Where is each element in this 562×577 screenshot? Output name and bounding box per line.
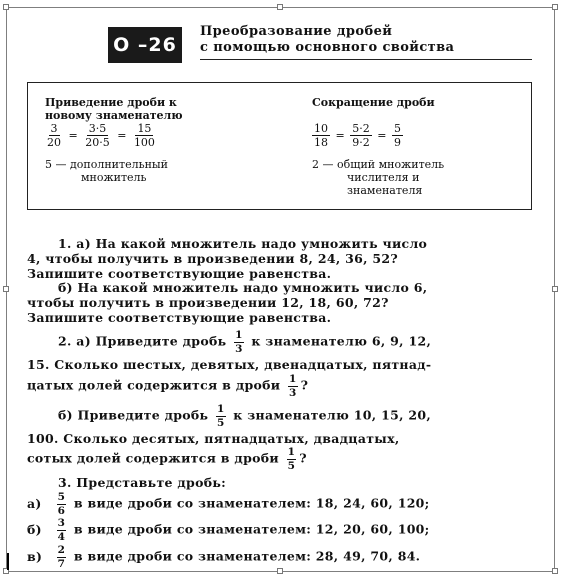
equals-sign: = <box>377 129 387 142</box>
fraction: $\frac{2}{7}$ <box>57 544 66 570</box>
fraction: $\frac{1}{5}$ <box>287 446 296 472</box>
task2-b-line-3 <box>27 447 307 471</box>
left-heading-line-2: новому знаменателю <box>45 109 183 122</box>
task2-b-text: б) Приведите дробь <box>58 407 209 423</box>
right-equation <box>312 123 403 148</box>
left-box-heading <box>45 96 183 122</box>
fraction: $\frac{1}{3}$ <box>235 329 243 355</box>
section-tag: О –26 <box>108 27 182 63</box>
fraction: $\frac{3}{20}$ <box>47 122 61 149</box>
fraction: $\frac{5}{6}$ <box>57 491 66 517</box>
row-label: в) <box>27 548 43 564</box>
resize-handle-left[interactable] <box>3 286 9 292</box>
task2-b-line-1 <box>58 404 431 428</box>
task1-a-line-1: 1. а) На какой множитель надо умножить число <box>58 236 428 251</box>
task2-a-line-3 <box>27 374 308 398</box>
resize-handle-top-left[interactable] <box>3 4 9 10</box>
left-note-line-2: множитель <box>81 171 147 184</box>
fraction: $\frac{5}{9}$ <box>393 122 401 149</box>
text-cursor <box>7 553 9 570</box>
section-title <box>200 24 454 56</box>
equals-sign: = <box>68 129 78 142</box>
resize-handle-bottom-right[interactable] <box>552 568 558 574</box>
left-heading-line-1: Приведение дроби к <box>45 96 177 109</box>
fraction: $\frac{1}{5}$ <box>217 403 225 429</box>
task1-b-line-1: б) На какой множитель надо умножить число 6, <box>58 280 428 295</box>
task1-a-line-2: 4, чтобы получить в произведении 8, 24, 36, 52? <box>27 251 399 266</box>
task3-row-b <box>27 518 430 542</box>
question-mark: ? <box>300 377 309 393</box>
row-text: в виде дроби со знаменателем: 12, 20, 60, 100; <box>73 521 430 537</box>
fraction: $\frac{3\cdot 5}{20\cdot 5}$ <box>85 122 110 149</box>
task1-b-line-2: чтобы получить в произведении 12, 18, 60, 72? <box>27 295 389 310</box>
task2-b-text-end: к знаменателю 10, 15, 20, <box>233 407 432 423</box>
resize-handle-right[interactable] <box>552 286 558 292</box>
task2-a-line-3-text: цатых долей содержится в дроби <box>27 377 281 393</box>
left-note-line-1: 5 — дополнительный <box>45 158 168 171</box>
row-label: а) <box>27 495 42 511</box>
task2-a-text: 2. а) Приведите дробь <box>58 333 227 349</box>
task2-a-line-2: 15. Сколько шестых, девятых, двенадцатых, пятнад- <box>27 357 432 372</box>
right-note-line-1: 2 — общий множитель <box>312 158 445 171</box>
task1-a-line-3: Запишите соответствующие равенства. <box>27 266 332 281</box>
equals-sign: = <box>117 129 127 142</box>
title-rule <box>200 59 532 60</box>
task3-row-a <box>27 492 430 516</box>
fraction: $\frac{5\cdot 2}{9\cdot 2}$ <box>352 122 370 149</box>
left-note <box>45 158 168 184</box>
equals-sign: = <box>335 129 345 142</box>
fraction: $\frac{3}{4}$ <box>57 517 66 543</box>
row-text: в виде дроби со знаменателем: 28, 49, 70, 84. <box>73 548 421 564</box>
task1-b-line-3: Запишите соответствующие равенства. <box>27 310 332 325</box>
left-equation <box>45 123 157 148</box>
task3-row-c <box>27 545 420 569</box>
task2-b-line-3-text: сотых долей содержится в дроби <box>27 450 279 466</box>
resize-handle-top[interactable] <box>277 4 283 10</box>
title-line-2: с помощью основного свойства <box>200 40 455 55</box>
title-line-1: Преобразование дробей <box>200 24 393 39</box>
task2-a-text-end: к знаменателю 6, 9, 12, <box>251 333 432 349</box>
row-label: б) <box>27 521 42 537</box>
fraction: $\frac{10}{18}$ <box>314 122 328 149</box>
right-note-line-2: числителя и <box>347 171 420 184</box>
fraction: $\frac{1}{3}$ <box>289 373 297 399</box>
task3-heading: 3. Представьте дробь: <box>58 475 227 490</box>
task2-a-line-1 <box>58 330 431 354</box>
right-note-line-3: знаменателя <box>347 184 423 197</box>
right-box-heading: Сокращение дроби <box>312 96 435 109</box>
row-text: в виде дроби со знаменателем: 18, 24, 60, 120; <box>73 495 430 511</box>
right-note <box>312 158 444 197</box>
question-mark: ? <box>299 450 307 466</box>
fraction: $\frac{15}{100}$ <box>133 122 155 149</box>
task2-b-line-2: 100. Сколько десятых, пятнадцатых, двадцатых, <box>27 431 400 446</box>
resize-handle-top-right[interactable] <box>552 4 558 10</box>
